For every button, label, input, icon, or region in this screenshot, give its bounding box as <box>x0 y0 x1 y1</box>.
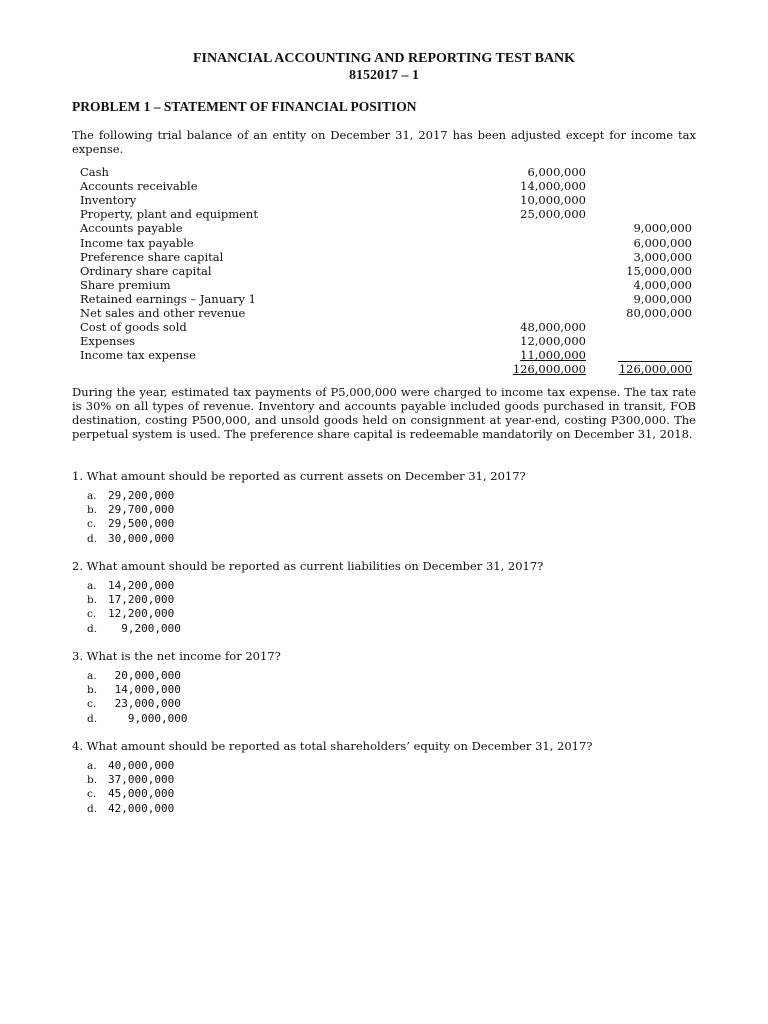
intro-paragraph: The following trial balance of an entity on December 31, 2017 has been adjusted except for income tax expense. <box>72 128 696 156</box>
credit-amount: 6,000,000 <box>633 235 692 250</box>
choice-letter: c. <box>87 518 97 531</box>
question-text: 2. What amount should be reported as current liabilities on December 31, 2017? <box>72 559 544 573</box>
choice-amount: 42,000,000 <box>108 801 175 815</box>
choice-amount: 14,200,000 <box>108 579 175 592</box>
choice-amount: 12,200,000 <box>108 607 175 621</box>
debit-amount: 48,000,000 <box>520 320 586 335</box>
choice-letter: a. <box>87 670 97 682</box>
account-name: Net sales and other revenue <box>80 306 246 320</box>
choice-letter: d. <box>87 532 98 545</box>
question-text: 3. What is the net income for 2017? <box>72 649 281 663</box>
choice-letter: c. <box>87 698 97 711</box>
credit-total-rule <box>618 361 692 362</box>
choice-letter: a. <box>87 760 97 772</box>
choice-amount: 14,000,000 <box>108 683 181 697</box>
account-name: Share premium <box>80 277 171 292</box>
account-name: Ordinary share capital <box>80 263 212 278</box>
account-name: Property, plant and equipment <box>80 207 258 222</box>
trial-balance-row <box>0 278 768 292</box>
choice-letter: d. <box>87 802 98 815</box>
debit-amount: 11,000,000 <box>520 348 586 363</box>
question-text: 1. What amount should be reported as current assets on December 31, 2017? <box>72 469 526 483</box>
choice-letter: d. <box>87 712 98 725</box>
debit-amount: 25,000,000 <box>520 207 586 222</box>
account-name: Cost of goods sold <box>80 320 187 335</box>
total-debit: 126,000,000 <box>512 362 586 377</box>
choice-amount: 40,000,000 <box>108 759 175 772</box>
trial-balance-row <box>0 348 768 362</box>
debit-amount: 14,000,000 <box>520 179 586 194</box>
debit-amount: 10,000,000 <box>520 193 586 208</box>
credit-amount: 15,000,000 <box>626 263 692 278</box>
debit-amount: 6,000,000 <box>527 165 586 179</box>
account-name: Accounts payable <box>80 221 183 236</box>
credit-amount: 3,000,000 <box>633 249 692 264</box>
trial-balance-row <box>0 264 768 278</box>
choice-letter: a. <box>87 580 97 592</box>
account-name: Income tax expense <box>80 348 196 363</box>
document-code: 8152017 – 1 <box>349 68 419 83</box>
trial-balance-row <box>0 292 768 306</box>
trial-balance-row <box>0 179 768 193</box>
choice-amount: 29,200,000 <box>108 489 175 502</box>
credit-amount: 9,000,000 <box>633 291 692 306</box>
account-name: Retained earnings – January 1 <box>80 291 256 306</box>
account-name: Accounts receivable <box>80 179 198 194</box>
trial-balance-row <box>0 165 768 179</box>
account-name: Income tax payable <box>80 235 194 250</box>
choice-letter: c. <box>87 608 97 621</box>
choice-letter: a. <box>87 490 97 502</box>
account-name: Cash <box>80 165 109 179</box>
trial-balance-row <box>0 334 768 348</box>
credit-amount: 80,000,000 <box>626 306 692 320</box>
question-text: 4. What amount should be reported as total shareholders’ equity on December 31, 2017? <box>72 739 593 753</box>
trial-balance-row <box>0 250 768 264</box>
choice-letter: b. <box>87 774 98 787</box>
choice-amount: 45,000,000 <box>108 787 175 801</box>
choice-amount: 9,000,000 <box>108 711 188 725</box>
choice-amount: 37,000,000 <box>108 773 175 787</box>
account-name: Expenses <box>80 334 136 349</box>
choice-amount: 29,700,000 <box>108 503 175 517</box>
account-name: Inventory <box>80 193 137 208</box>
document-title: FINANCIAL ACCOUNTING AND REPORTING TEST BANK <box>192 51 576 66</box>
choice-amount: 20,000,000 <box>108 669 181 682</box>
choice-letter: b. <box>87 594 98 607</box>
trial-balance-row <box>0 193 768 207</box>
trial-balance-row <box>0 306 768 320</box>
choice-amount: 23,000,000 <box>108 697 181 711</box>
trial-balance-row <box>0 207 768 221</box>
choice-letter: b. <box>87 504 98 517</box>
account-name: Preference share capital <box>80 249 224 264</box>
choice-amount: 29,500,000 <box>108 517 175 531</box>
choice-amount: 9,200,000 <box>108 621 181 635</box>
trial-balance-total-row <box>0 362 768 376</box>
trial-balance-row <box>0 320 768 334</box>
debit-amount: 12,000,000 <box>520 334 586 349</box>
choice-amount: 30,000,000 <box>108 531 175 545</box>
credit-amount: 9,000,000 <box>633 221 692 236</box>
trial-balance-row <box>0 221 768 235</box>
credit-amount: 4,000,000 <box>633 277 692 292</box>
trial-balance-row <box>0 236 768 250</box>
choice-amount: 17,200,000 <box>108 593 175 607</box>
total-credit: 126,000,000 <box>618 362 692 377</box>
adjustments-paragraph: During the year, estimated tax payments of P5,000,000 were charged to income tax expense. The tax rate is 30% on all types of revenue. Inventory and accounts payable included goods purchased in transit, FOB destination, costing P500,000, and unsold goods held on consignment at year-end, costing P300,000. The perpetual system is used. The preference share capital is redeemable mandatorily on December 31, 2018. <box>72 385 696 441</box>
choice-letter: b. <box>87 684 98 697</box>
choice-letter: c. <box>87 788 97 801</box>
problem-heading: PROBLEM 1 – STATEMENT OF FINANCIAL POSITION <box>72 99 417 114</box>
choice-letter: d. <box>87 622 98 635</box>
